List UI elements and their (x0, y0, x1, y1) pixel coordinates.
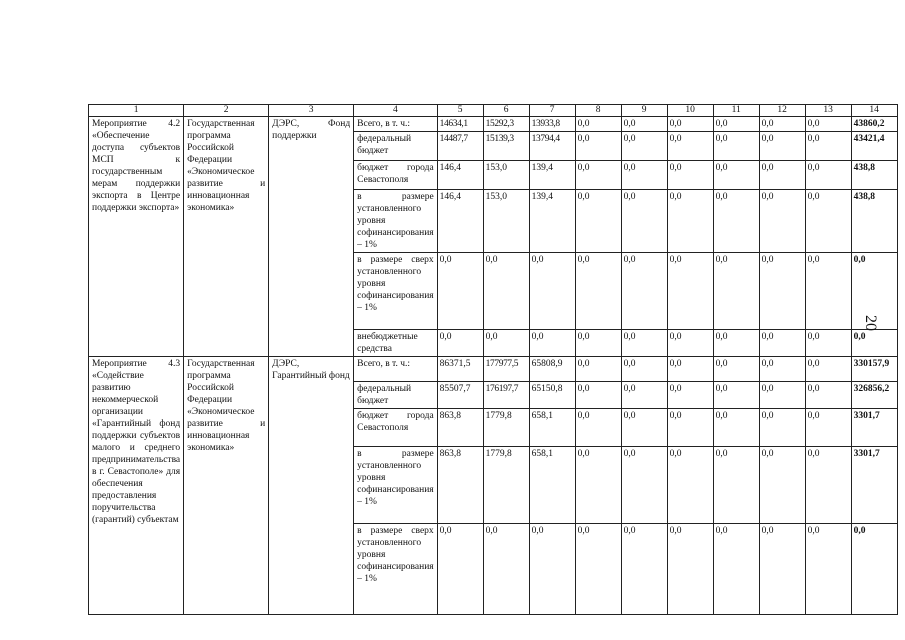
value-cell: 0,0 (667, 357, 713, 382)
value-cell: 0,0 (713, 409, 759, 447)
column-number-cell: 7 (529, 105, 575, 117)
value-cell: 0,0 (667, 253, 713, 330)
value-cell: 146,4 (437, 161, 483, 190)
value-cell: 0,0 (759, 357, 805, 382)
value-cell: 0,0 (713, 161, 759, 190)
value-cell: 863,8 (437, 447, 483, 524)
value-cell: 0,0 (483, 524, 529, 615)
total-cell: 0,0 (851, 524, 897, 615)
funding-source-cell: в размере сверх установленного уровня софинансирования – 1% (354, 253, 438, 330)
value-cell: 0,0 (667, 409, 713, 447)
value-cell: 0,0 (805, 161, 851, 190)
value-cell: 176197,7 (483, 382, 529, 409)
value-cell: 0,0 (713, 447, 759, 524)
measure-title-cell: Мероприятие 4.2 «Обеспечение доступа субъектов МСП к государственным мерам поддержки экспорта в Центре поддержки экспорта» (89, 117, 184, 357)
value-cell: 0,0 (621, 524, 667, 615)
total-cell: 3301,7 (851, 447, 897, 524)
value-cell: 0,0 (759, 132, 805, 161)
value-cell: 658,1 (529, 447, 575, 524)
value-cell: 0,0 (437, 524, 483, 615)
column-number-cell: 6 (483, 105, 529, 117)
column-number-cell: 2 (184, 105, 269, 117)
value-cell: 13794,4 (529, 132, 575, 161)
column-number-cell: 10 (667, 105, 713, 117)
column-number-cell: 3 (269, 105, 354, 117)
value-cell: 863,8 (437, 409, 483, 447)
value-cell: 0,0 (759, 161, 805, 190)
value-cell: 658,1 (529, 409, 575, 447)
value-cell: 0,0 (575, 161, 621, 190)
value-cell: 0,0 (483, 330, 529, 357)
value-cell: 65150,8 (529, 382, 575, 409)
value-cell: 0,0 (667, 330, 713, 357)
column-number-cell: 13 (805, 105, 851, 117)
total-cell: 330157,9 (851, 357, 897, 382)
value-cell: 139,4 (529, 190, 575, 253)
value-cell: 1779,8 (483, 409, 529, 447)
value-cell: 0,0 (759, 253, 805, 330)
value-cell: 0,0 (805, 524, 851, 615)
value-cell: 0,0 (805, 190, 851, 253)
value-cell: 0,0 (437, 330, 483, 357)
value-cell: 0,0 (713, 357, 759, 382)
value-cell: 0,0 (713, 132, 759, 161)
column-number-cell: 12 (759, 105, 805, 117)
value-cell: 0,0 (621, 161, 667, 190)
funding-source-cell: в размере установленного уровня софинансирования – 1% (354, 190, 438, 253)
measure-title-cell: Мероприятие 4.3 «Содействие развитию некоммерческой организации «Гарантийный фонд поддержки субъектов малого и среднего предпринимательства в г. Севастополе» для обеспечения предоставления поручительства (гарантий) субъектам (89, 357, 184, 615)
program-cell: Государственная программа Российской Федерации «Экономическое развитие и инновационная экономика» (184, 117, 269, 357)
page-number: 20 (862, 315, 879, 331)
value-cell: 177977,5 (483, 357, 529, 382)
value-cell: 0,0 (713, 524, 759, 615)
value-cell: 85507,7 (437, 382, 483, 409)
funding-source-cell: федеральный бюджет (354, 382, 438, 409)
column-number-cell: 8 (575, 105, 621, 117)
value-cell: 0,0 (759, 524, 805, 615)
value-cell: 0,0 (667, 117, 713, 132)
column-number-cell: 9 (621, 105, 667, 117)
value-cell: 65808,9 (529, 357, 575, 382)
funding-source-cell: федеральный бюджет (354, 132, 438, 161)
executor-cell: ДЭРС, Гарантийный фонд (269, 357, 354, 615)
funding-source-cell: в размере установленного уровня софинансирования – 1% (354, 447, 438, 524)
total-cell: 438,8 (851, 161, 897, 190)
total-cell: 0,0 (851, 330, 897, 357)
funding-source-cell: бюджет города Севастополя (354, 409, 438, 447)
column-number-cell: 11 (713, 105, 759, 117)
value-cell: 0,0 (575, 382, 621, 409)
value-cell: 0,0 (529, 253, 575, 330)
total-cell: 43860,2 (851, 117, 897, 132)
value-cell: 14487,7 (437, 132, 483, 161)
value-cell: 0,0 (667, 447, 713, 524)
funding-source-cell: бюджет города Севастополя (354, 161, 438, 190)
funding-source-cell: внебюджетные средства (354, 330, 438, 357)
value-cell: 0,0 (621, 117, 667, 132)
column-number-cell: 5 (437, 105, 483, 117)
total-cell: 0,0 (851, 253, 897, 330)
value-cell: 0,0 (621, 357, 667, 382)
value-cell: 0,0 (621, 382, 667, 409)
value-cell: 0,0 (759, 117, 805, 132)
funding-table (88, 104, 898, 615)
value-cell: 0,0 (621, 330, 667, 357)
value-cell: 0,0 (621, 409, 667, 447)
value-cell: 0,0 (529, 524, 575, 615)
value-cell: 146,4 (437, 190, 483, 253)
program-cell: Государственная программа Российской Федерации «Экономическое развитие и инновационная экономика» (184, 357, 269, 615)
value-cell: 0,0 (713, 382, 759, 409)
total-cell: 3301,7 (851, 409, 897, 447)
value-cell: 0,0 (805, 357, 851, 382)
value-cell: 1779,8 (483, 447, 529, 524)
value-cell: 0,0 (759, 382, 805, 409)
funding-source-cell: в размере сверх установленного уровня софинансирования – 1% (354, 524, 438, 615)
column-number-cell: 4 (354, 105, 438, 117)
value-cell: 0,0 (575, 357, 621, 382)
value-cell: 0,0 (575, 330, 621, 357)
value-cell: 0,0 (713, 190, 759, 253)
value-cell: 0,0 (621, 447, 667, 524)
value-cell: 0,0 (805, 330, 851, 357)
value-cell: 0,0 (575, 524, 621, 615)
value-cell: 0,0 (805, 117, 851, 132)
funding-source-cell: Всего, в т. ч.: (354, 357, 438, 382)
total-cell: 43421,4 (851, 132, 897, 161)
value-cell: 0,0 (805, 132, 851, 161)
value-cell: 0,0 (667, 382, 713, 409)
value-cell: 0,0 (667, 161, 713, 190)
value-cell: 0,0 (483, 253, 529, 330)
value-cell: 86371,5 (437, 357, 483, 382)
value-cell: 0,0 (805, 253, 851, 330)
value-cell: 0,0 (575, 190, 621, 253)
column-number-cell: 14 (851, 105, 897, 117)
value-cell: 0,0 (621, 253, 667, 330)
value-cell: 0,0 (713, 330, 759, 357)
value-cell: 139,4 (529, 161, 575, 190)
value-cell: 153,0 (483, 161, 529, 190)
value-cell: 0,0 (667, 524, 713, 615)
value-cell: 0,0 (575, 132, 621, 161)
value-cell: 153,0 (483, 190, 529, 253)
value-cell: 0,0 (437, 253, 483, 330)
value-cell: 0,0 (667, 132, 713, 161)
value-cell: 0,0 (805, 447, 851, 524)
value-cell: 0,0 (621, 190, 667, 253)
column-number-cell: 1 (89, 105, 184, 117)
table-row (89, 357, 898, 382)
funding-source-cell: Всего, в т. ч.: (354, 117, 438, 132)
value-cell: 0,0 (575, 117, 621, 132)
value-cell: 0,0 (529, 330, 575, 357)
value-cell: 0,0 (805, 409, 851, 447)
value-cell: 0,0 (713, 253, 759, 330)
executor-cell: ДЭРС, Фонд поддержки (269, 117, 354, 357)
total-cell: 326856,2 (851, 382, 897, 409)
value-cell: 0,0 (575, 409, 621, 447)
value-cell: 0,0 (575, 447, 621, 524)
value-cell: 0,0 (575, 253, 621, 330)
value-cell: 15139,3 (483, 132, 529, 161)
value-cell: 0,0 (621, 132, 667, 161)
value-cell: 0,0 (759, 447, 805, 524)
value-cell: 14634,1 (437, 117, 483, 132)
value-cell: 0,0 (759, 409, 805, 447)
value-cell: 0,0 (805, 382, 851, 409)
value-cell: 15292,3 (483, 117, 529, 132)
value-cell: 0,0 (759, 190, 805, 253)
value-cell: 0,0 (759, 330, 805, 357)
table-row (89, 117, 898, 132)
total-cell: 438,8 (851, 190, 897, 253)
value-cell: 0,0 (667, 190, 713, 253)
value-cell: 0,0 (713, 117, 759, 132)
value-cell: 13933,8 (529, 117, 575, 132)
header-row (89, 105, 898, 117)
